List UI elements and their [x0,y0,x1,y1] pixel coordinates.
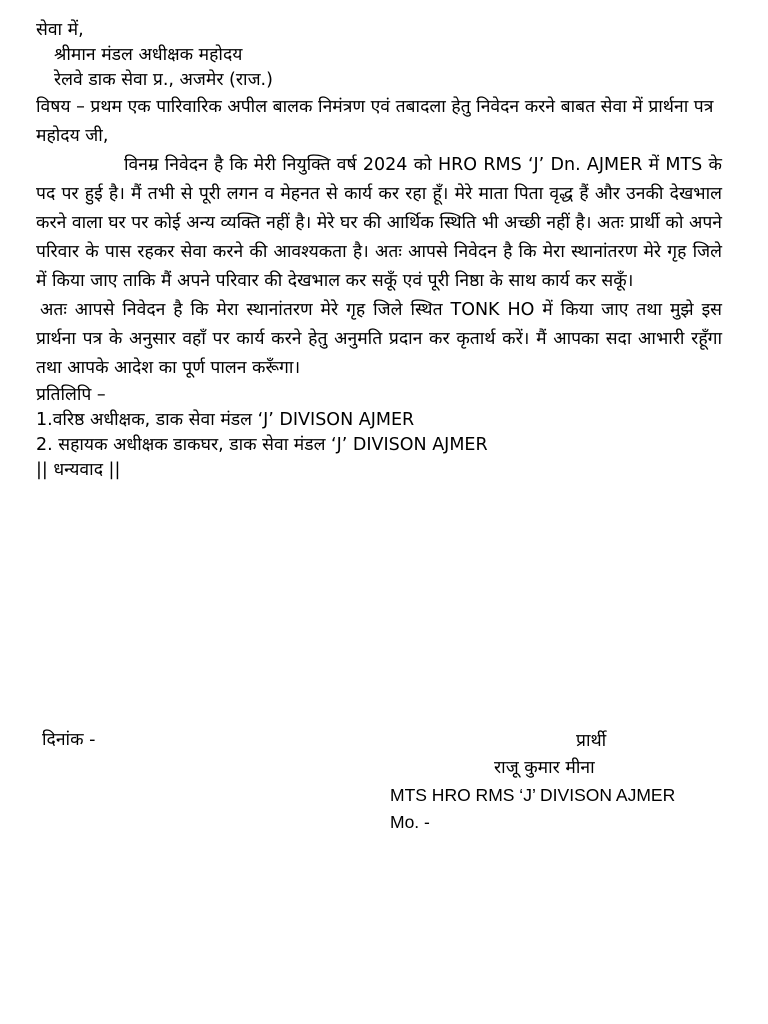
signature-name: राजू कुमार मीना [494,758,595,778]
body-paragraph-2: अतः आपसे निवेदन है कि मेरा स्थानांतरण मेरे गृह जिले स्थित TONK HO में किया जाए तथा मुझे इस प्रार्थना पत्र के अनुसार वहाँ पर कार्य करने हेतु अनुमति प्रदान कर कृतार्थ करें। मैं आपका सदा आभारी रहूँगा तथा आपके आदेश का पूर्ण पालन करूँगा। [36,300,722,378]
address-line-2: श्रीमान मंडल अधीक्षक महोदय [54,45,243,65]
date-label: दिनांक - [42,730,96,750]
signature-designation: MTS HRO RMS ‘J’ DIVISON AJMER [390,785,676,805]
closing-thanks: || धन्यवाद || [36,460,121,480]
subject-line: विषय – प्रथम एक पारिवारिक अपील बालक निमंत्रण एवं तबादला हेतु निवेदन करने बाबत सेवा में प्रार्थना पत्र [36,97,714,117]
body-paragraph-1: विनम्र निवेदन है कि मेरी नियुक्ति वर्ष 2024 को HRO RMS ‘J’ Dn. AJMER में MTS के पद पर हुई है। मैं तभी से पूरी लगन व मेहनत से कार्य कर रहा हूँ। मेरे माता पिता वृद्ध हैं और उनकी देखभाल करने वाला घर पर कोई अन्य व्यक्ति नहीं है। मेरे घर की आर्थिक स्थिति भी अच्छी नहीं है। अतः प्रार्थी को अपने परिवार के पास रहकर सेवा करने की आवश्यकता है। अतः आपसे निवेदन है कि मेरा स्थानांतरण मेरे गृह जिले में किया जाए ताकि मैं अपने परिवार की देखभाल कर सकूँ एवं पूरी निष्ठा के साथ कार्य कर सकूँ। [36,155,722,291]
address-line-3: रेलवे डाक सेवा प्र., अजमेर (राज.) [54,70,273,90]
signature-block [390,728,720,836]
salutation: महोदय जी, [36,126,109,146]
enclosure-item: 1.वरिष्ठ अधीक्षक, डाक सेवा मंडल ‘J’ DIVISON AJMER [36,410,415,430]
signature-title: प्रार्थी [576,731,607,751]
enclosures-heading: प्रतिलिपि – [36,385,106,405]
letter-body [36,18,722,483]
address-line-1: सेवा में, [36,20,84,40]
signature-mobile: Mo. - [390,812,430,832]
enclosure-item: 2. सहायक अधीक्षक डाकघर, डाक सेवा मंडल ‘J’ DIVISON AJMER [36,435,488,455]
